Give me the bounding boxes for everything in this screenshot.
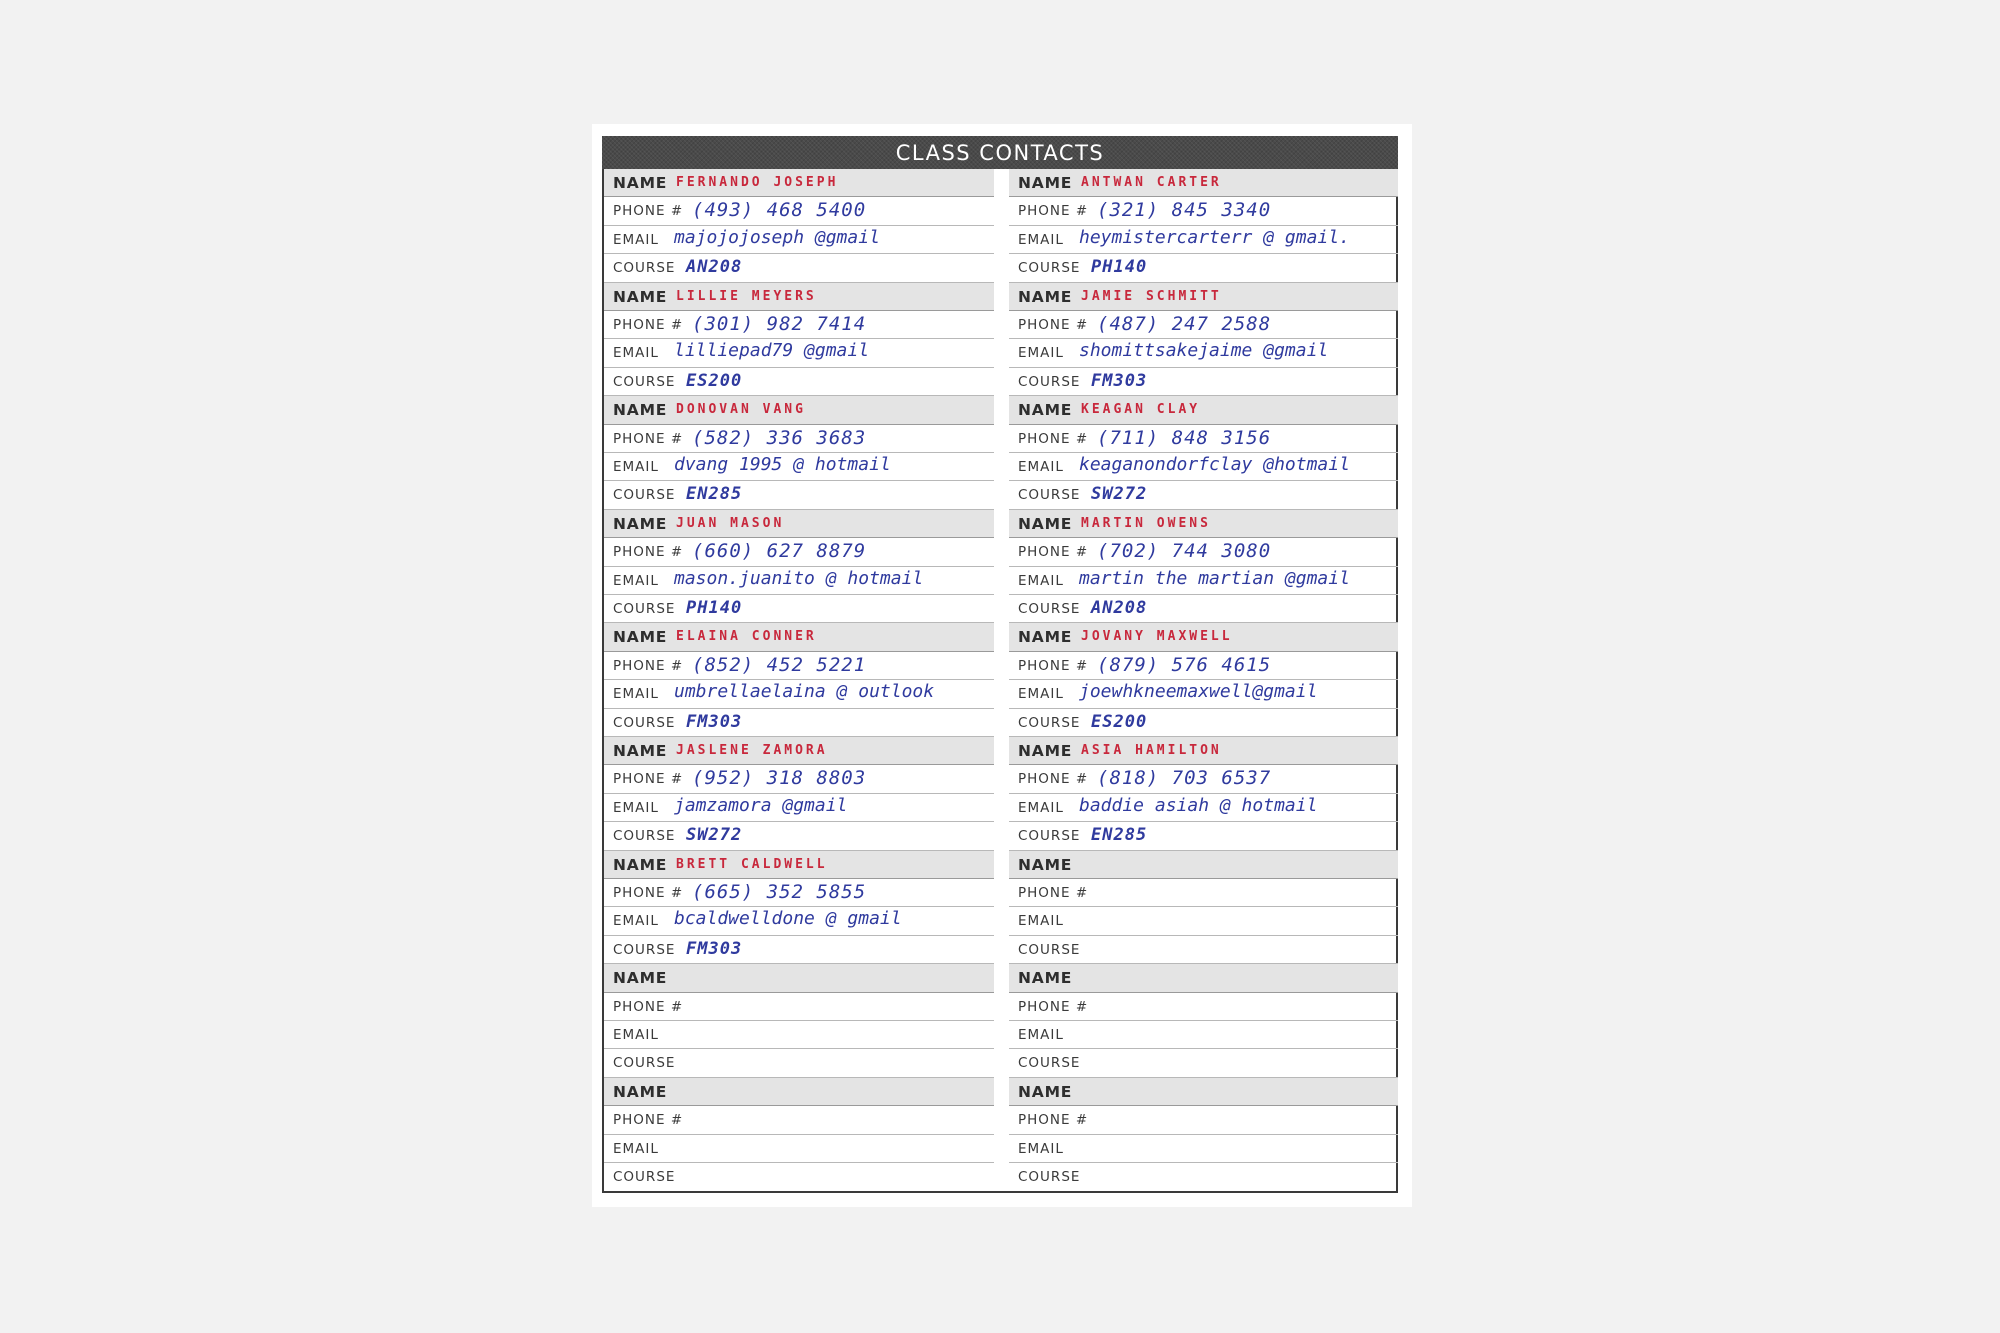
left-column [604, 169, 994, 1191]
course-value: EN285 [1091, 825, 1148, 846]
phone-row[interactable] [1009, 765, 1398, 793]
phone-value: (852) 452 5221 [692, 653, 867, 676]
course-label: COURSE [613, 600, 676, 617]
phone-value: (665) 352 5855 [692, 880, 867, 903]
email-row[interactable] [1009, 1135, 1398, 1163]
contact-entry [604, 283, 994, 397]
contact-entry [1009, 169, 1398, 283]
course-label: COURSE [613, 714, 676, 731]
name-label: NAME [1018, 1082, 1073, 1101]
email-value: lilliepad79 @gmail [674, 340, 870, 362]
name-label: NAME [1018, 741, 1073, 760]
name-label: NAME [613, 514, 668, 533]
name-row[interactable] [1009, 623, 1398, 651]
email-row[interactable] [604, 339, 994, 367]
email-row[interactable] [1009, 1021, 1398, 1049]
name-label: NAME [613, 628, 668, 647]
name-value: BRETT CALDWELL [676, 856, 828, 872]
phone-label: PHONE # [1018, 316, 1089, 333]
course-row[interactable] [604, 368, 994, 396]
name-value: JUAN MASON [676, 515, 785, 531]
email-label: EMAIL [613, 913, 659, 930]
contact-entry [604, 1078, 994, 1192]
name-value: JASLENE ZAMORA [676, 742, 828, 758]
email-value: dvang 1995 @ hotmail [674, 453, 891, 475]
name-value: ANTWAN CARTER [1081, 175, 1222, 190]
course-label: COURSE [613, 373, 676, 390]
contact-entry [604, 623, 994, 737]
course-row[interactable] [604, 481, 994, 509]
phone-value: (487) 247 2588 [1097, 312, 1272, 335]
contact-sheet-paper [592, 124, 1412, 1207]
course-label: COURSE [613, 260, 676, 277]
phone-label: PHONE # [1018, 1112, 1089, 1129]
phone-label: PHONE # [613, 884, 684, 901]
name-row[interactable] [604, 169, 994, 197]
contact-entry [604, 169, 994, 283]
email-row[interactable] [1009, 339, 1398, 367]
phone-label: PHONE # [613, 998, 684, 1015]
email-value: baddie asiah @ hotmail [1079, 794, 1318, 816]
name-value: LILLIE MEYERS [676, 288, 817, 304]
contact-entry [1009, 1078, 1398, 1192]
course-label: COURSE [1018, 260, 1081, 277]
phone-label: PHONE # [613, 657, 684, 674]
name-row[interactable] [604, 1078, 994, 1106]
email-label: EMAIL [613, 1026, 659, 1043]
name-label: NAME [613, 741, 668, 760]
phone-value: (702) 744 3080 [1097, 540, 1272, 563]
course-row[interactable] [1009, 595, 1398, 623]
email-label: EMAIL [1018, 231, 1064, 248]
contact-entry [1009, 283, 1398, 397]
name-label: NAME [613, 401, 668, 420]
phone-row[interactable] [1009, 879, 1398, 907]
phone-row[interactable] [604, 993, 994, 1021]
phone-row[interactable] [1009, 538, 1398, 566]
email-row[interactable] [1009, 794, 1398, 822]
phone-row[interactable] [604, 538, 994, 566]
name-row[interactable] [1009, 396, 1398, 424]
course-value: PH140 [1091, 257, 1148, 278]
phone-label: PHONE # [613, 771, 684, 788]
course-row[interactable] [1009, 1049, 1398, 1077]
course-label: COURSE [1018, 487, 1081, 504]
right-column [1009, 169, 1398, 1191]
phone-row[interactable] [1009, 652, 1398, 680]
name-row[interactable] [604, 623, 994, 651]
email-row[interactable] [604, 1021, 994, 1049]
phone-row[interactable] [604, 652, 994, 680]
course-row[interactable] [604, 709, 994, 737]
name-row[interactable] [604, 964, 994, 992]
name-row[interactable] [1009, 283, 1398, 311]
email-value: martin the martian @gmail [1079, 567, 1350, 589]
phone-value: (818) 703 6537 [1097, 767, 1272, 790]
name-value: JOVANY MAXWELL [1081, 629, 1233, 645]
email-label: EMAIL [1018, 458, 1064, 475]
course-row[interactable] [1009, 709, 1398, 737]
contact-entry [1009, 964, 1398, 1078]
email-label: EMAIL [1018, 686, 1064, 703]
email-label: EMAIL [1018, 572, 1064, 589]
phone-row[interactable] [1009, 197, 1398, 225]
phone-row[interactable] [604, 311, 994, 339]
name-label: NAME [1018, 174, 1073, 192]
phone-label: PHONE # [1018, 884, 1089, 901]
name-label: NAME [613, 855, 668, 874]
course-row[interactable] [1009, 936, 1398, 964]
name-label: NAME [1018, 514, 1073, 533]
phone-row[interactable] [604, 879, 994, 907]
name-row[interactable] [1009, 964, 1398, 992]
name-row[interactable] [1009, 169, 1398, 197]
email-value: mason.juanito @ hotmail [674, 567, 924, 589]
name-label: NAME [613, 1082, 668, 1101]
contact-entry [1009, 396, 1398, 510]
course-label: COURSE [1018, 1055, 1081, 1072]
contact-entry [604, 510, 994, 624]
email-value: heymistercarterr @ gmail. [1079, 226, 1350, 248]
course-row[interactable] [604, 822, 994, 850]
email-label: EMAIL [613, 572, 659, 589]
phone-row[interactable] [604, 197, 994, 225]
email-row[interactable] [604, 680, 994, 708]
course-row[interactable] [604, 254, 994, 282]
phone-value: (321) 845 3340 [1097, 199, 1272, 222]
phone-row[interactable] [604, 765, 994, 793]
phone-value: (301) 982 7414 [692, 312, 867, 335]
name-label: NAME [1018, 287, 1073, 306]
contact-entry [1009, 737, 1398, 851]
name-row[interactable] [604, 283, 994, 311]
phone-label: PHONE # [1018, 203, 1089, 220]
course-label: COURSE [613, 828, 676, 845]
email-label: EMAIL [613, 345, 659, 362]
email-label: EMAIL [613, 458, 659, 475]
course-row[interactable] [1009, 254, 1398, 282]
contact-entry [604, 737, 994, 851]
name-label: NAME [1018, 855, 1073, 874]
name-row[interactable] [604, 851, 994, 879]
course-label: COURSE [613, 487, 676, 504]
phone-row[interactable] [1009, 425, 1398, 453]
email-row[interactable] [604, 453, 994, 481]
phone-row[interactable] [1009, 1106, 1398, 1134]
email-value: majojojoseph @gmail [674, 226, 880, 248]
course-label: COURSE [1018, 373, 1081, 390]
course-value: AN208 [1091, 597, 1148, 618]
course-value: ES200 [1091, 711, 1148, 732]
phone-label: PHONE # [613, 1112, 684, 1129]
name-label: NAME [613, 287, 668, 306]
name-value: ELAINA CONNER [676, 629, 817, 645]
name-row[interactable] [604, 510, 994, 538]
name-row[interactable] [1009, 737, 1398, 765]
course-row[interactable] [1009, 481, 1398, 509]
email-label: EMAIL [613, 799, 659, 816]
phone-label: PHONE # [613, 316, 684, 333]
phone-value: (879) 576 4615 [1097, 653, 1272, 676]
email-row[interactable] [1009, 680, 1398, 708]
name-value: KEAGAN CLAY [1081, 402, 1201, 418]
name-row[interactable] [1009, 851, 1398, 879]
email-label: EMAIL [1018, 913, 1064, 930]
form-title: CLASS CONTACTS [602, 136, 1398, 169]
email-label: EMAIL [1018, 1026, 1064, 1043]
email-row[interactable] [1009, 907, 1398, 935]
course-row[interactable] [1009, 368, 1398, 396]
name-value: MARTIN OWENS [1081, 515, 1211, 531]
contact-entry [604, 964, 994, 1078]
course-value: FM303 [686, 938, 743, 959]
email-row[interactable] [604, 1135, 994, 1163]
phone-label: PHONE # [1018, 998, 1089, 1015]
course-label: COURSE [613, 1055, 676, 1072]
name-label: NAME [1018, 628, 1073, 647]
email-row[interactable] [604, 226, 994, 254]
course-row[interactable] [604, 1049, 994, 1077]
email-row[interactable] [1009, 567, 1398, 595]
name-row[interactable] [604, 396, 994, 424]
email-value: umbrellaelaina @ outlook [674, 681, 935, 703]
name-row[interactable] [1009, 510, 1398, 538]
course-label: COURSE [1018, 941, 1081, 958]
phone-label: PHONE # [613, 430, 684, 447]
course-value: AN208 [686, 257, 743, 278]
contact-entry [604, 396, 994, 510]
email-value: shomittsakejaime @gmail [1079, 340, 1329, 362]
phone-row[interactable] [1009, 993, 1398, 1021]
email-label: EMAIL [613, 1140, 659, 1157]
course-row[interactable] [1009, 822, 1398, 850]
phone-value: (711) 848 3156 [1097, 426, 1272, 449]
course-value: ES200 [686, 370, 743, 391]
name-label: NAME [613, 174, 668, 192]
email-row[interactable] [604, 794, 994, 822]
name-value: DONOVAN VANG [676, 402, 806, 418]
phone-value: (493) 468 5400 [692, 199, 867, 222]
email-label: EMAIL [1018, 345, 1064, 362]
phone-label: PHONE # [1018, 544, 1089, 561]
contact-entry [1009, 623, 1398, 737]
phone-row[interactable] [604, 425, 994, 453]
course-value: FM303 [686, 711, 743, 732]
course-row[interactable] [604, 936, 994, 964]
name-label: NAME [613, 969, 668, 988]
course-row[interactable] [1009, 1163, 1398, 1191]
contact-entry [604, 851, 994, 965]
name-label: NAME [1018, 401, 1073, 420]
course-value: EN285 [686, 484, 743, 505]
phone-row[interactable] [604, 1106, 994, 1134]
name-value: ASIA HAMILTON [1081, 742, 1222, 758]
course-label: COURSE [1018, 600, 1081, 617]
email-row[interactable] [604, 907, 994, 935]
contact-entry [1009, 851, 1398, 965]
phone-row[interactable] [1009, 311, 1398, 339]
course-label: COURSE [613, 1168, 676, 1185]
email-value: bcaldwelldone @ gmail [674, 908, 902, 930]
email-value: joewhkneemaxwell@gmail [1079, 681, 1318, 703]
phone-value: (952) 318 8803 [692, 767, 867, 790]
course-value: FM303 [1091, 370, 1148, 391]
name-row[interactable] [604, 737, 994, 765]
course-value: PH140 [686, 597, 743, 618]
email-row[interactable] [604, 567, 994, 595]
course-label: COURSE [1018, 828, 1081, 845]
phone-label: PHONE # [1018, 771, 1089, 788]
class-contacts-form [602, 136, 1398, 1193]
phone-value: (582) 336 3683 [692, 426, 867, 449]
course-label: COURSE [613, 941, 676, 958]
course-row[interactable] [604, 1163, 994, 1191]
email-row[interactable] [1009, 226, 1398, 254]
course-value: SW272 [686, 825, 743, 846]
email-label: EMAIL [613, 686, 659, 703]
name-value: JAMIE SCHMITT [1081, 288, 1222, 304]
name-value: FERNANDO JOSEPH [676, 175, 839, 190]
phone-value: (660) 627 8879 [692, 540, 867, 563]
phone-label: PHONE # [613, 203, 684, 220]
course-label: COURSE [1018, 1168, 1081, 1185]
course-row[interactable] [604, 595, 994, 623]
course-value: SW272 [1091, 484, 1148, 505]
email-value: jamzamora @gmail [674, 794, 848, 816]
email-label: EMAIL [613, 231, 659, 248]
course-label: COURSE [1018, 714, 1081, 731]
contact-entry [1009, 510, 1398, 624]
phone-label: PHONE # [1018, 430, 1089, 447]
email-value: keaganondorfclay @hotmail [1079, 453, 1350, 475]
email-label: EMAIL [1018, 799, 1064, 816]
email-label: EMAIL [1018, 1140, 1064, 1157]
phone-label: PHONE # [1018, 657, 1089, 674]
email-row[interactable] [1009, 453, 1398, 481]
phone-label: PHONE # [613, 544, 684, 561]
name-label: NAME [1018, 969, 1073, 988]
name-row[interactable] [1009, 1078, 1398, 1106]
